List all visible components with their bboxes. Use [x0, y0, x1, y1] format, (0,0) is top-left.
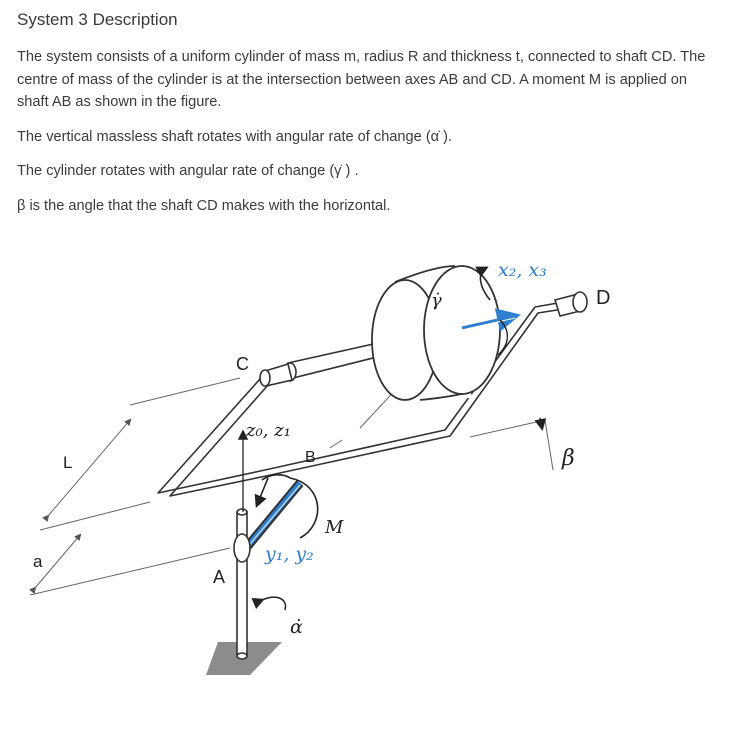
label-d: D: [596, 287, 611, 309]
label-beta: β: [562, 446, 575, 471]
paragraph-alpha: The vertical massless shaft rotates with angular rate of change (α̇ ).: [17, 128, 453, 145]
label-alpha-dot: α̇: [290, 616, 303, 638]
label-b: B: [305, 449, 316, 466]
paragraph-system: The system consists of a uniform cylinder of mass m, radius R and thickness t, connected to shaft CD. The centre of mass of the cylinder is at the intersection between axes AB and CD. A moment M is applied on shaft AB as shown in the figure.: [17, 49, 706, 110]
mechanism-figure: [0, 250, 729, 733]
document: [17, 6, 717, 229]
mechanism-diagram: [0, 250, 729, 733]
cylinder: [372, 266, 500, 400]
beta-arc: [540, 418, 542, 428]
page-title: System 3 Description: [17, 10, 178, 29]
label-a-point: A: [213, 567, 226, 587]
label-m: M: [325, 517, 344, 538]
label-c: C: [236, 354, 249, 374]
paragraph-beta: β is the angle that the shaft CD makes with the horizontal.: [17, 197, 391, 214]
label-a-dim: a: [33, 552, 43, 571]
disk-a: [234, 534, 250, 562]
label-x-axes: x₂, x₃: [498, 259, 547, 281]
label-z-axes: z₀, z₁: [246, 420, 291, 441]
label-l: L: [63, 453, 73, 472]
vertical-shaft: [237, 509, 247, 659]
frame-shaft: [158, 300, 576, 496]
alpha-rotation-arrow: [262, 597, 285, 610]
label-gamma-dot: γ̇: [431, 290, 442, 311]
label-y-axes: y₁, y₂: [265, 543, 314, 565]
moment-arrow-head: [257, 478, 268, 505]
paragraph-gamma: The cylinder rotates with angular rate of change (γ̇ ) .: [17, 163, 359, 179]
